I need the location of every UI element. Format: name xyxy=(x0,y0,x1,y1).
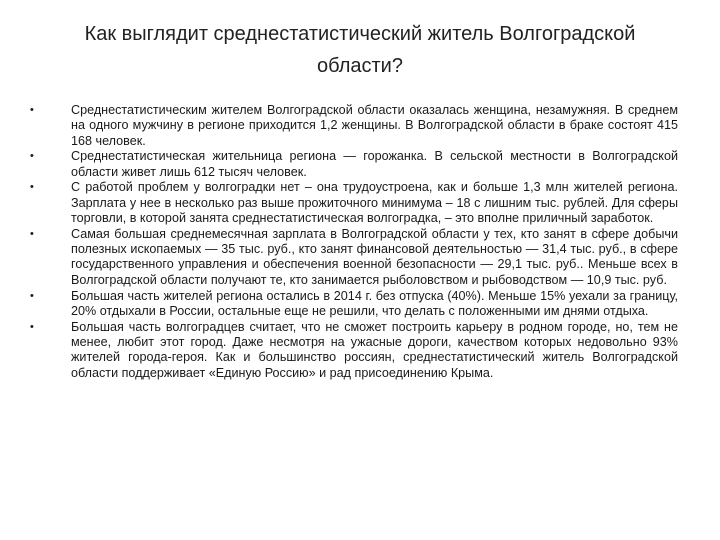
bullet-dot-icon: • xyxy=(30,104,34,116)
bullet-text: Большая часть волгоградцев считает, что не сможет построить карьеру в родном городе, но, тем не менее, любит этот город. Даже несмотря на ужасные дороги, качеством которых недовольно 93% жителей города-героя. Как и большинство россиян, среднестатистический житель Волгоградской области поддерживает «Единую Россию» и рад присоединению Крыма. xyxy=(71,319,678,380)
bullet-dot-icon: • xyxy=(30,320,34,333)
bullet-dot-icon: • xyxy=(30,150,34,163)
bullet-item xyxy=(30,320,678,381)
bullet-dot-icon: • xyxy=(30,289,34,302)
bullet-text: Большая часть жителей региона остались в 2014 г. без отпуска (40%). Меньше 15% уехали за границу, 20% отдыхали в России, остальные еще не решили, что делать с положенными им днями отдыха. xyxy=(71,288,678,318)
bullet-item xyxy=(30,149,678,180)
bullet-item xyxy=(30,180,678,226)
bullet-dot-icon: • xyxy=(30,181,34,194)
bullet-text: С работой проблем у волгоградки нет – она трудоустроена, как и больше 1,3 млн жителей региона. Зарплата у нее в несколько раз выше прожиточного минимума – 18 с лишним тыс. рублей. Для сферы торговли, в которой занята среднестатистическая волгоградка, – это вполне приличный заработок. xyxy=(71,180,678,226)
bullet-text: Самая большая среднемесячная зарплата в Волгоградской области у тех, кто занят в сфере добычи полезных ископаемых — 35 тыс. руб., кто занят финансовой деятельностью — 31,4 тыс. руб., в сфере государственного управления и обеспечения военной безопасности — 29,1 тыс. руб.. Меньше всех в Волгоградской области получают те, кто занимается рыболовством и рыбоводством — 10,9 тыс. руб. xyxy=(71,226,678,287)
bullet-item xyxy=(30,227,678,288)
bullet-dot-icon: • xyxy=(30,227,34,240)
bullet-list xyxy=(30,103,678,381)
bullet-item xyxy=(30,103,678,149)
slide-title: Как выглядит среднестатистический житель Волгоградской области? xyxy=(84,23,636,77)
bullet-text: Среднестатистическая жительница региона — горожанка. В сельской местности в Волгоградской области живет лишь 612 тысяч человек. xyxy=(71,149,678,179)
bullet-text: Среднестатистическим жителем Волгоградской области оказалась женщина, незамужняя. В среднем на одного мужчину в регионе приходится 1,2 женщины. В Волгоградской области в браке состоят 415 168 человек. xyxy=(71,103,678,148)
bullet-item xyxy=(30,289,678,320)
